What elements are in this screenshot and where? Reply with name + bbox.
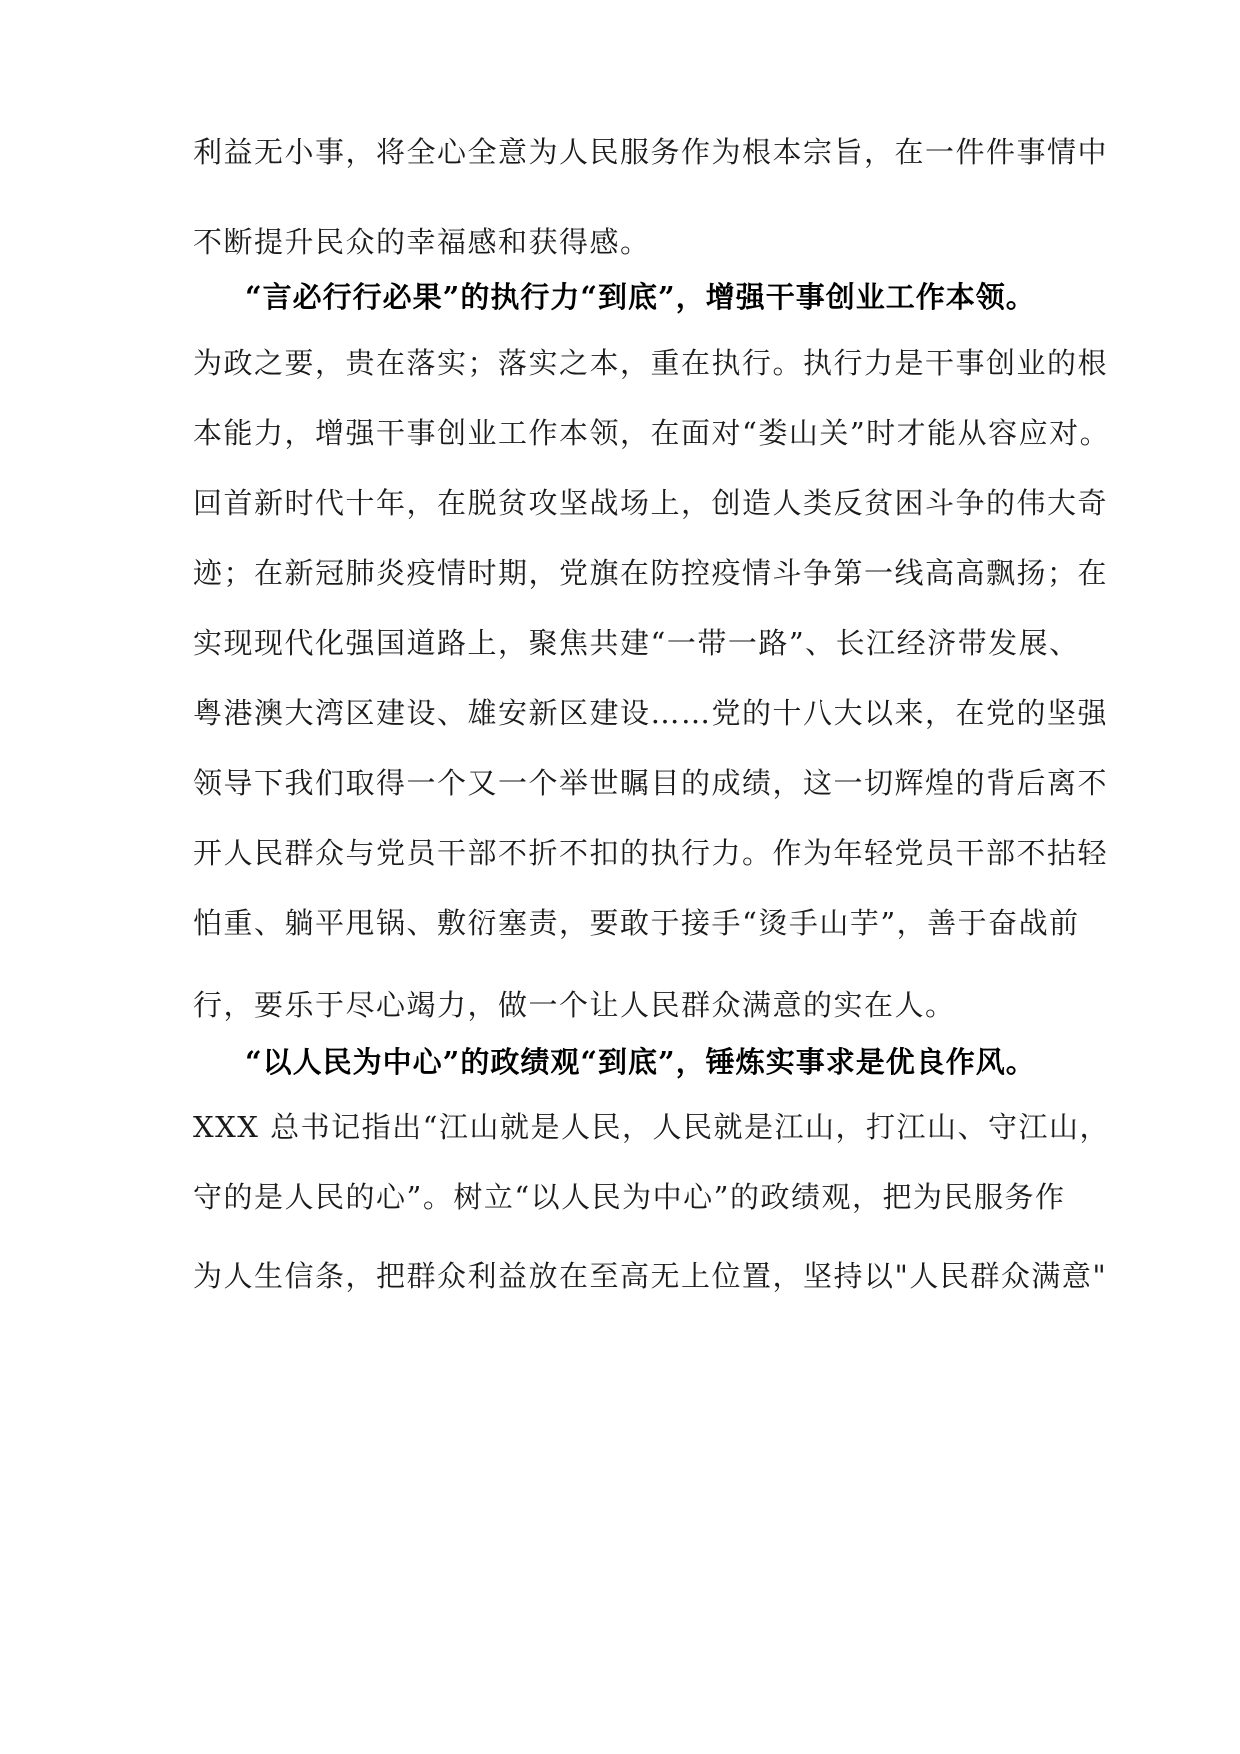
section-heading: “以人民为中心”的政绩观“到底”，锤炼实事求是优良作风。 xyxy=(245,1045,1036,1079)
body-text-line: 领导下我们取得一个又一个举世瞩目的成绩，这一切辉煌的背后离不 xyxy=(193,766,1109,800)
body-text-line: 行，要乐于尽心竭力，做一个让人民群众满意的实在人。 xyxy=(193,988,956,1022)
body-text-line: 利益无小事，将全心全意为人民服务作为根本宗旨，在一件件事情中 xyxy=(193,135,1109,169)
body-text-line: 粤港澳大湾区建设、雄安新区建设……党的十八大以来，在党的坚强 xyxy=(193,696,1109,730)
body-text-line: 怕重、躺平甩锅、敷衍塞责，要敢于接手“烫手山芋”，善于奋战前 xyxy=(193,906,1080,940)
body-text-line: 实现现代化强国道路上，聚焦共建“一带一路”、长江经济带发展、 xyxy=(193,626,1080,660)
body-text-line: 守的是人民的心”。树立“以人民为中心”的政绩观，把为民服务作 xyxy=(193,1180,1066,1214)
body-text-line: 回首新时代十年，在脱贫攻坚战场上，创造人类反贫困斗争的伟大奇 xyxy=(193,486,1109,520)
body-text-line: 为人生信条，把群众利益放在至高无上位置，坚持以"人民群众满意" xyxy=(193,1259,1108,1293)
body-text-line: 不断提升民众的幸福感和获得感。 xyxy=(193,225,651,259)
body-text-line: 为政之要，贵在落实；落实之本，重在执行。执行力是干事创业的根 xyxy=(193,346,1109,380)
body-text-line: XXX 总书记指出“江山就是人民，人民就是江山，打江山、守江山， xyxy=(193,1110,1110,1144)
section-heading: “言必行行必果”的执行力“到底”，增强干事创业工作本领。 xyxy=(245,280,1036,314)
body-text-line: 迹；在新冠肺炎疫情时期，党旗在防控疫情斗争第一线高高飘扬；在 xyxy=(193,556,1109,590)
body-text-line: 本能力，增强干事创业工作本领，在面对“娄山关”时才能从容应对。 xyxy=(193,416,1111,450)
body-text-line: 开人民群众与党员干部不折不扣的执行力。作为年轻党员干部不拈轻 xyxy=(193,836,1109,870)
